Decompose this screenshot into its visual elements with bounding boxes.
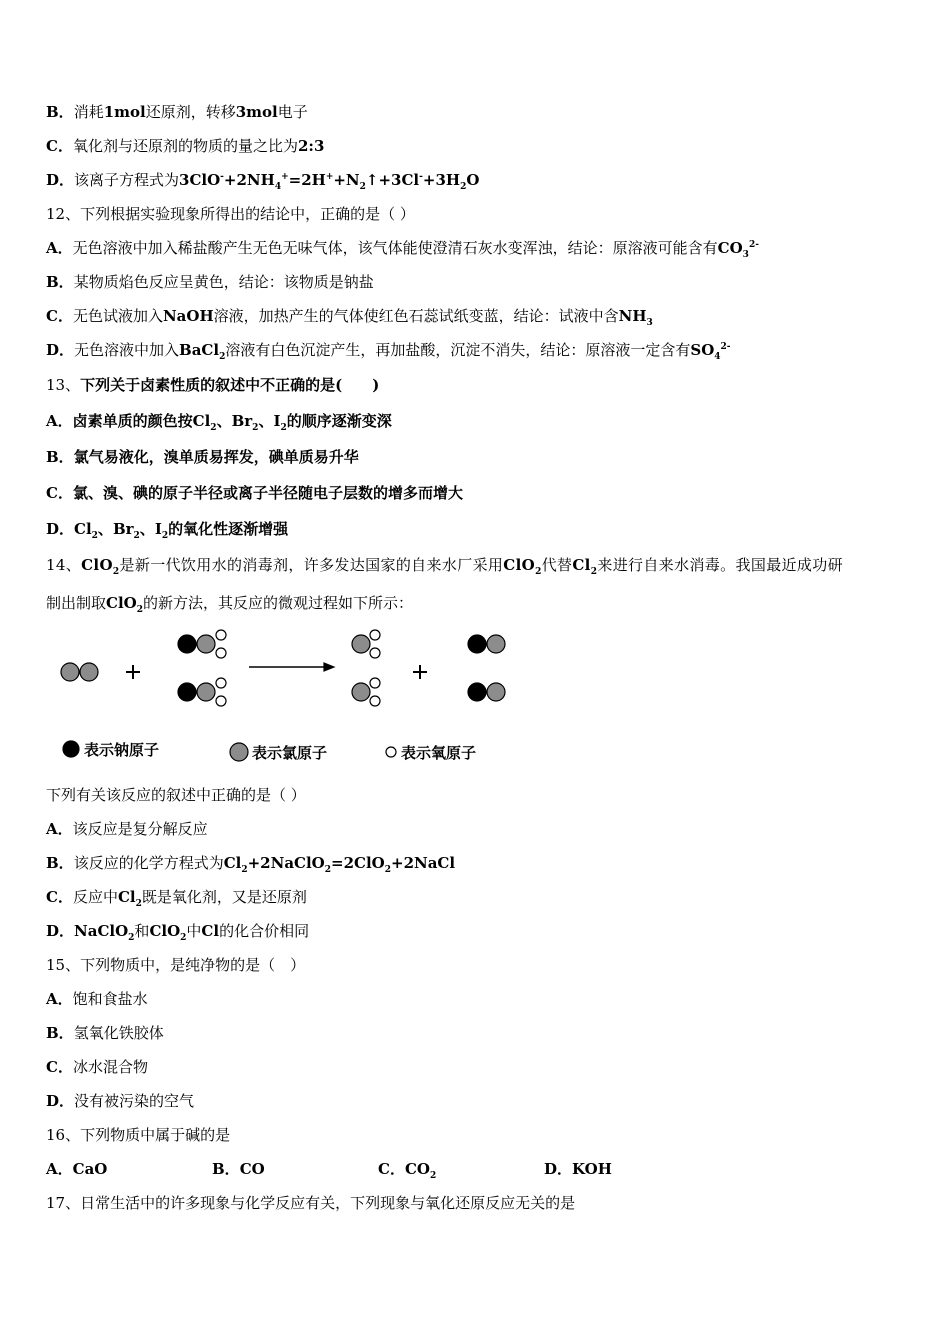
chlorine-atom (197, 683, 215, 701)
q11-option-d: D．该离子方程式为$3ClO^-+2NH_4^+=2H^++N_2↑+3Cl^-+3H_2O$ (46, 171, 480, 192)
chlorine-atom (487, 635, 505, 653)
legend-oxygen-label: 表示氧原子 (401, 744, 477, 762)
reaction-microscopic-diagram (56, 622, 526, 770)
legend-oxygen-icon (386, 747, 396, 757)
q11-option-c: C．氧化剂与还原剂的物质的量之比为2:3 (46, 137, 325, 155)
legend-sodium-icon (63, 741, 79, 757)
product-clo2-molecule (352, 678, 380, 706)
plus-sign-1 (126, 665, 140, 679)
q15-option-b: B．氢氧化铁胶体 (46, 1024, 164, 1042)
reactant-cl2-molecule (61, 663, 98, 681)
q14-stem-line1: 14、ClO$_2$是新一代饮用水的消毒剂，许多发达国家的自来水厂采用ClO$_2$代替$Cl_2$来进行自来水消毒。我国最近成功研 (46, 556, 843, 577)
q13-option-a: A．卤素单质的颜色按$Cl_2$、$Br_2$、$I_2$的顺序逐渐变深 (46, 412, 392, 433)
q12-option-d: D．无色溶液中加入BaCl$_2$溶液有白色沉淀产生，再加盐酸，沉淀不消失，结论：原溶液一定含有$SO_4^{2-}$ (46, 341, 731, 362)
oxygen-atom (370, 696, 380, 706)
chlorine-atom (61, 663, 79, 681)
chlorine-atom (487, 683, 505, 701)
chlorine-atom (352, 683, 370, 701)
q14-option-c: C．反应中$Cl_2$既是氧化剂，又是还原剂 (46, 888, 307, 909)
q16-option-b: B．CO (212, 1160, 265, 1178)
oxygen-atom (370, 630, 380, 640)
reaction-arrow-icon (249, 663, 334, 671)
q16-options (46, 1159, 710, 1179)
oxygen-atom (216, 648, 226, 658)
legend-sodium-label: 表示钠原子 (84, 741, 160, 759)
q16-option-c: C．$CO_2$ (378, 1160, 437, 1181)
sodium-atom (468, 683, 486, 701)
reactant-naclo2-molecule (178, 630, 226, 658)
legend-chlorine-label: 表示氯原子 (252, 744, 328, 762)
chlorine-atom (197, 635, 215, 653)
q17-stem: 17、日常生活中的许多现象与化学反应有关，下列现象与氧化还原反应无关的是 (46, 1194, 576, 1212)
q16-option-a: A．CaO (46, 1160, 108, 1178)
oxygen-atom (216, 678, 226, 688)
oxygen-atom (216, 696, 226, 706)
q13-option-d: D．$Cl_2$、$Br_2$、$I_2$的氧化性逐渐增强 (46, 520, 289, 541)
q12-stem: 12、下列根据实验现象所得出的结论中，正确的是（ ） (46, 205, 415, 223)
sodium-atom (468, 635, 486, 653)
q11-option-b: B．消耗1mol还原剂，转移3mol电子 (46, 103, 308, 121)
chlorine-atom (352, 635, 370, 653)
legend-chlorine-icon (230, 743, 248, 761)
q15-option-c: C．冰水混合物 (46, 1058, 148, 1076)
q14-option-d: D．NaClO$_2$和ClO$_2$中Cl的化合价相同 (46, 922, 310, 943)
q12-option-c: C．无色试液加入NaOH溶液，加热产生的气体使红色石蕊试纸变蓝，结论：试液中含$NH_3$ (46, 307, 653, 328)
q14-option-b: B．该反应的化学方程式为$Cl_2+2NaClO_2=2ClO_2+2NaCl$ (46, 854, 456, 875)
q15-option-d: D．没有被污染的空气 (46, 1092, 195, 1110)
q15-stem: 15、下列物质中，是纯净物的是（ ） (46, 956, 306, 974)
reactant-naclo2-molecule (178, 678, 226, 706)
q14-stem-line2: 制出制取ClO$_2$的新方法，其反应的微观过程如下所示： (46, 594, 413, 615)
q12-option-b: B．某物质焰色反应呈黄色，结论：该物质是钠盐 (46, 273, 374, 291)
q14-option-a: A．该反应是复分解反应 (46, 820, 208, 838)
q13-option-b: B．氯气易液化，溴单质易挥发，碘单质易升华 (46, 448, 359, 466)
q12-option-a: A．无色溶液中加入稀盐酸产生无色无味气体，该气体能使澄清石灰水变浑浊，结论：原溶液可能含有$CO_3^{2-}$ (46, 239, 759, 260)
q13-option-c: C．氯、溴、碘的原子半径或离子半径随电子层数的增多而增大 (46, 484, 463, 502)
q13-stem: 13、下列关于卤素性质的叙述中不正确的是( ) (46, 376, 380, 394)
product-nacl-molecule (468, 635, 505, 653)
oxygen-atom (370, 648, 380, 658)
chlorine-atom (80, 663, 98, 681)
product-nacl-molecule (468, 683, 505, 701)
q15-option-a: A．饱和食盐水 (46, 990, 148, 1008)
oxygen-atom (216, 630, 226, 640)
q16-stem: 16、下列物质中属于碱的是 (46, 1126, 231, 1144)
q14-question: 下列有关该反应的叙述中正确的是（ ） (46, 786, 306, 804)
q16-option-d: D．KOH (544, 1160, 612, 1178)
product-clo2-molecule (352, 630, 380, 658)
oxygen-atom (370, 678, 380, 688)
sodium-atom (178, 635, 196, 653)
sodium-atom (178, 683, 196, 701)
plus-sign-2 (413, 665, 427, 679)
